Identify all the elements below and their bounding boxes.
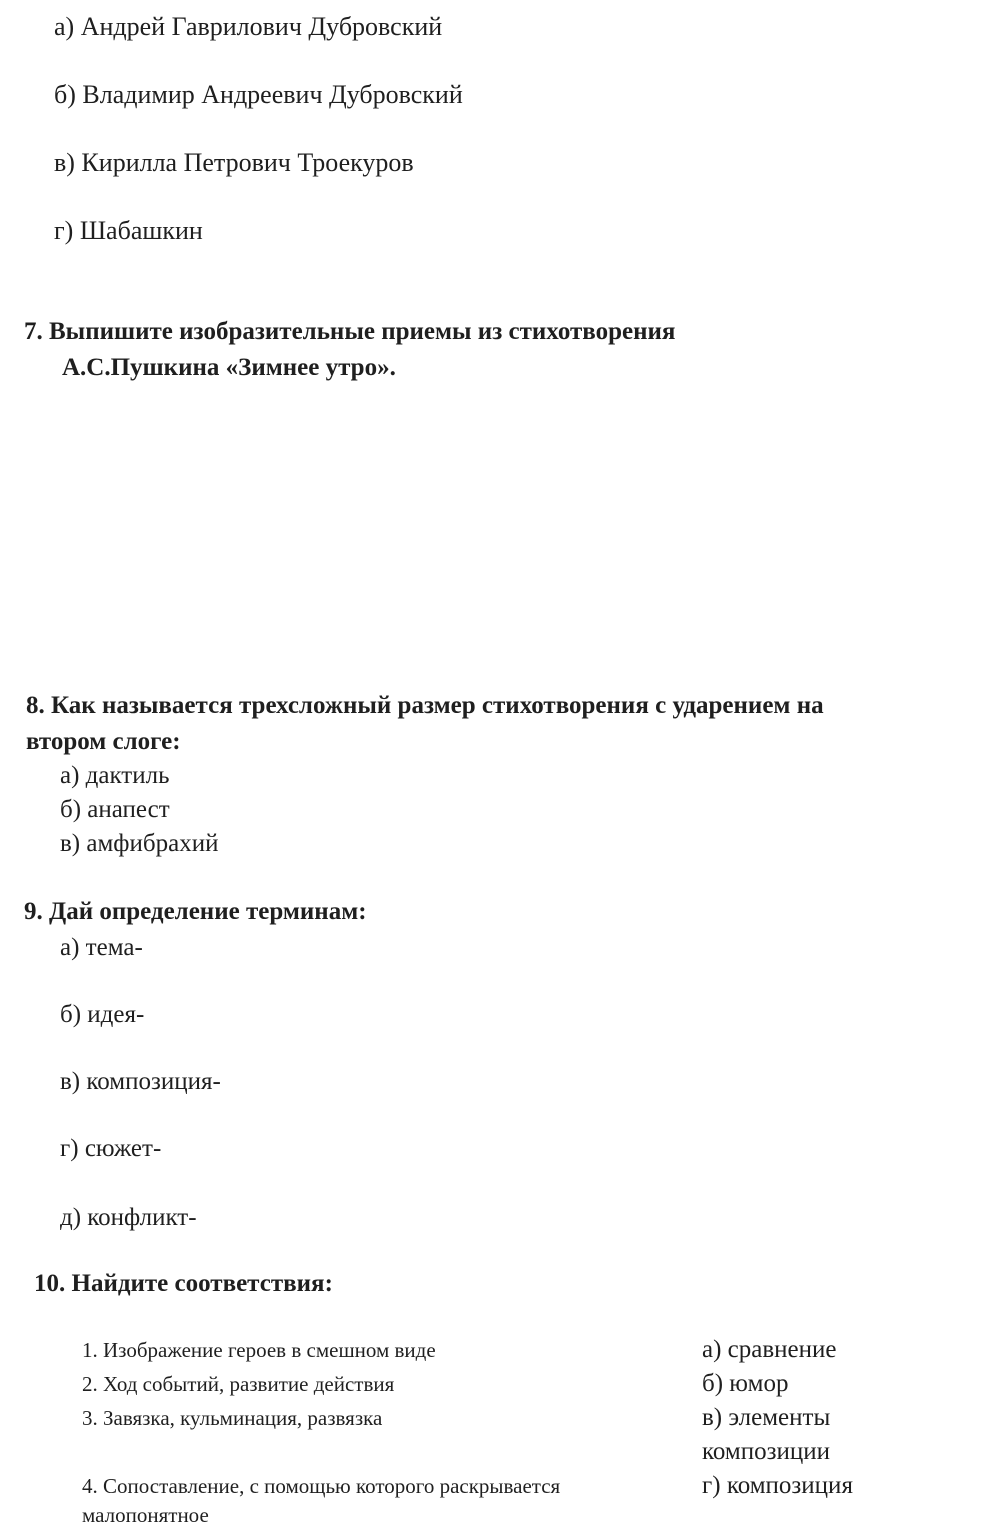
q10-right-item-d: г) композиция (702, 1472, 853, 1499)
q10-right-item-c-cont: композиции (702, 1438, 830, 1465)
q10-left-item-1: 1. Изображение героев в смешном виде (82, 1338, 436, 1362)
q8-option-b: б) анапест (60, 796, 170, 823)
q10-right-item-b: б) юмор (702, 1370, 789, 1397)
q6-option-a: а) Андрей Гаврилович Дубровский (54, 12, 443, 41)
q9-term-d: г) сюжет- (60, 1135, 162, 1162)
q8-title-line2: втором слоге: (26, 728, 181, 755)
q8-option-a: а) дактиль (60, 762, 170, 789)
q10-left-item-4: 4. Сопоставление, с помощью которого раскрывается (82, 1474, 561, 1498)
q6-option-d: г) Шабашкин (54, 216, 203, 245)
q10-left-item-2: 2. Ход событий, развитие действия (82, 1372, 395, 1396)
q10-left-item-4-cont: малопонятное (82, 1503, 209, 1527)
q6-option-b: б) Владимир Андреевич Дубровский (54, 80, 463, 109)
q10-left-item-3: 3. Завязка, кульминация, развязка (82, 1406, 383, 1430)
q6-option-c: в) Кирилла Петрович Троекуров (54, 148, 414, 177)
q7-title-line1: 7. Выпишите изобразительные приемы из стихотворения (24, 318, 676, 345)
q8-option-c: в) амфибрахий (60, 830, 219, 857)
q9-term-e: д) конфликт- (60, 1204, 197, 1231)
q10-right-item-c: в) элементы (702, 1404, 831, 1431)
q10-right-item-a: а) сравнение (702, 1336, 837, 1363)
q10-title: 10. Найдите соответствия: (34, 1270, 333, 1297)
q9-term-b: б) идея- (60, 1001, 145, 1028)
q7-title-line2: А.С.Пушкина «Зимнее утро». (62, 354, 396, 381)
q9-term-a: а) тема- (60, 934, 143, 961)
q8-title-line1: 8. Как называется трехсложный размер стихотворения с ударением на (26, 692, 824, 719)
q9-title: 9. Дай определение терминам: (24, 898, 367, 925)
q9-term-c: в) композиция- (60, 1068, 221, 1095)
